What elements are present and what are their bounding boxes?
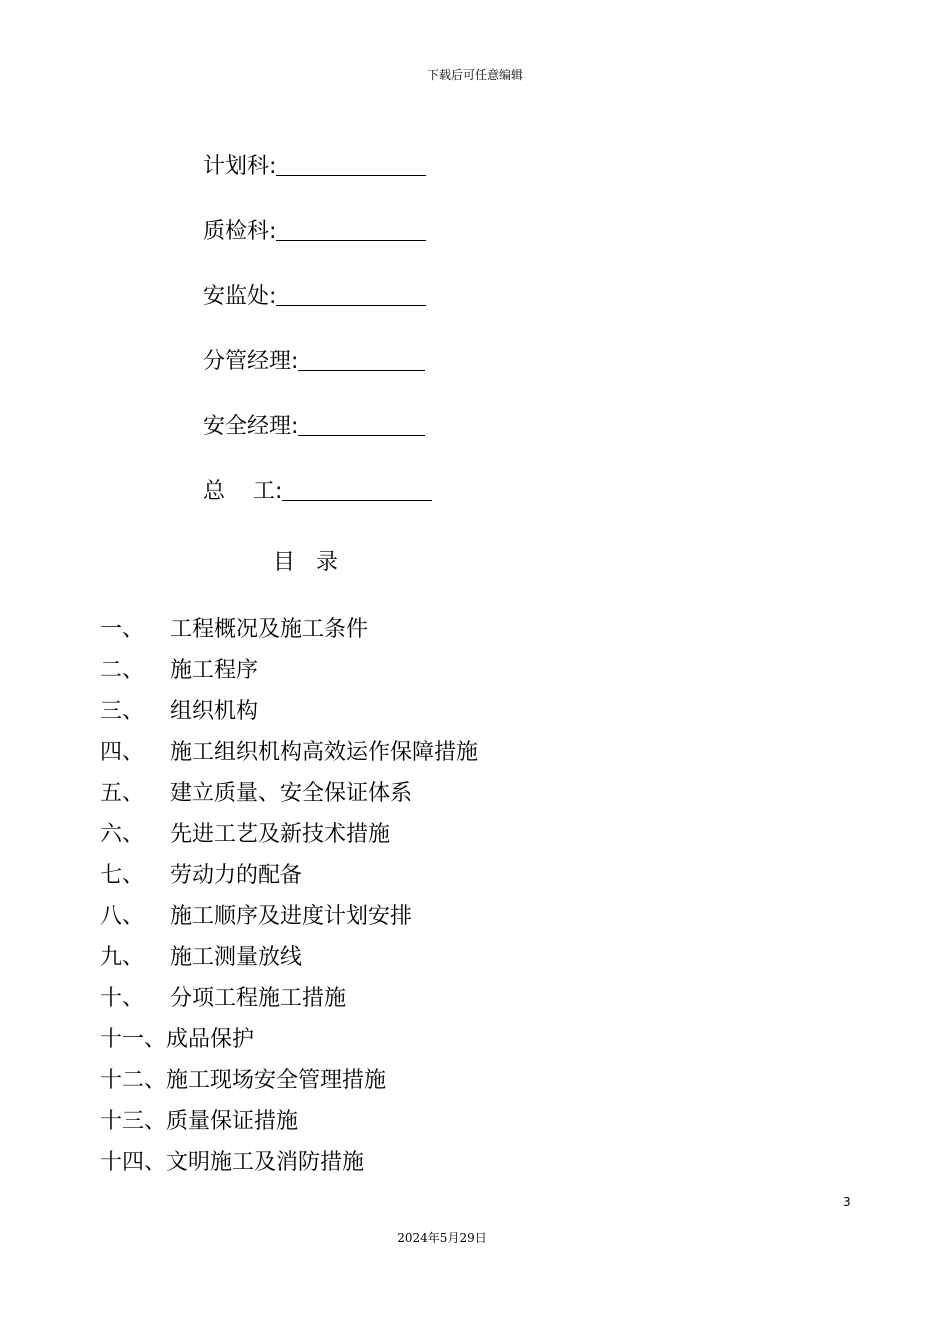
toc-item-text: 成品保护	[166, 1027, 255, 1052]
toc-item	[100, 655, 478, 696]
signature-line	[298, 435, 425, 436]
toc-item-text: 质量保证措施	[166, 1109, 299, 1134]
toc-item-number: 十四、	[100, 1150, 167, 1175]
signature-line	[282, 500, 432, 501]
toc-item-number: 二、	[100, 658, 145, 683]
toc-item-text: 施工程序	[170, 658, 259, 683]
signature-row	[203, 247, 432, 312]
signature-line	[276, 175, 426, 176]
toc-item-number: 十、	[100, 986, 145, 1011]
footer-date: 2024年5月29日	[397, 1231, 487, 1245]
toc-item-number: 四、	[100, 740, 145, 765]
toc-item-text: 劳动力的配备	[170, 863, 303, 888]
toc-item	[100, 983, 478, 1024]
signature-line	[276, 240, 426, 241]
signature-line	[276, 305, 426, 306]
toc-title: 目 录	[273, 550, 338, 575]
signature-row	[203, 182, 432, 247]
toc-item-number: 十三、	[100, 1109, 167, 1134]
signature-label: 安全经理:	[203, 414, 299, 439]
signature-row	[203, 312, 432, 377]
toc-item-text: 文明施工及消防措施	[166, 1150, 365, 1175]
toc-item	[100, 1106, 478, 1147]
toc-item-text: 分项工程施工措施	[170, 986, 347, 1011]
toc-item-text: 施工测量放线	[170, 945, 303, 970]
toc-item	[100, 696, 478, 737]
toc-item-number: 十一、	[100, 1027, 167, 1052]
toc-item	[100, 614, 478, 655]
toc-item-number: 九、	[100, 945, 145, 970]
toc-item	[100, 778, 478, 819]
toc-item-text: 施工组织机构高效运作保障措施	[170, 740, 479, 765]
signature-row	[203, 377, 432, 442]
toc-item-number: 十二、	[100, 1068, 167, 1093]
toc-item-number: 五、	[100, 781, 145, 806]
toc-item-number: 八、	[100, 904, 145, 929]
toc-item-text: 建立质量、安全保证体系	[170, 781, 413, 806]
toc-item-number: 一、	[100, 617, 145, 642]
toc-item-number: 七、	[100, 863, 145, 888]
toc-item	[100, 860, 478, 901]
page-number: 3	[843, 1195, 851, 1209]
signature-row	[203, 442, 432, 507]
toc-item	[100, 819, 478, 860]
toc-item	[100, 942, 478, 983]
toc-item	[100, 1147, 478, 1188]
signature-label: 总 工:	[203, 479, 283, 504]
toc-item	[100, 1065, 478, 1106]
toc-item	[100, 1024, 478, 1065]
toc-item-text: 施工现场安全管理措施	[166, 1068, 387, 1093]
signature-label: 安监处:	[203, 284, 277, 309]
toc-item-number: 三、	[100, 699, 145, 724]
toc-item-text: 组织机构	[170, 699, 259, 724]
toc-item-text: 先进工艺及新技术措施	[170, 822, 391, 847]
toc-item-text: 施工顺序及进度计划安排	[170, 904, 413, 929]
signature-line	[298, 370, 425, 371]
table-of-contents	[100, 614, 478, 1188]
header-note: 下载后可任意编辑	[426, 68, 523, 82]
toc-item-number: 六、	[100, 822, 145, 847]
signature-block	[203, 117, 432, 507]
signature-label: 质检科:	[203, 219, 277, 244]
signature-label: 分管经理:	[203, 349, 299, 374]
toc-item	[100, 901, 478, 942]
toc-item-text: 工程概况及施工条件	[170, 617, 369, 642]
signature-row	[203, 117, 432, 182]
signature-label: 计划科:	[203, 154, 277, 179]
toc-item	[100, 737, 478, 778]
